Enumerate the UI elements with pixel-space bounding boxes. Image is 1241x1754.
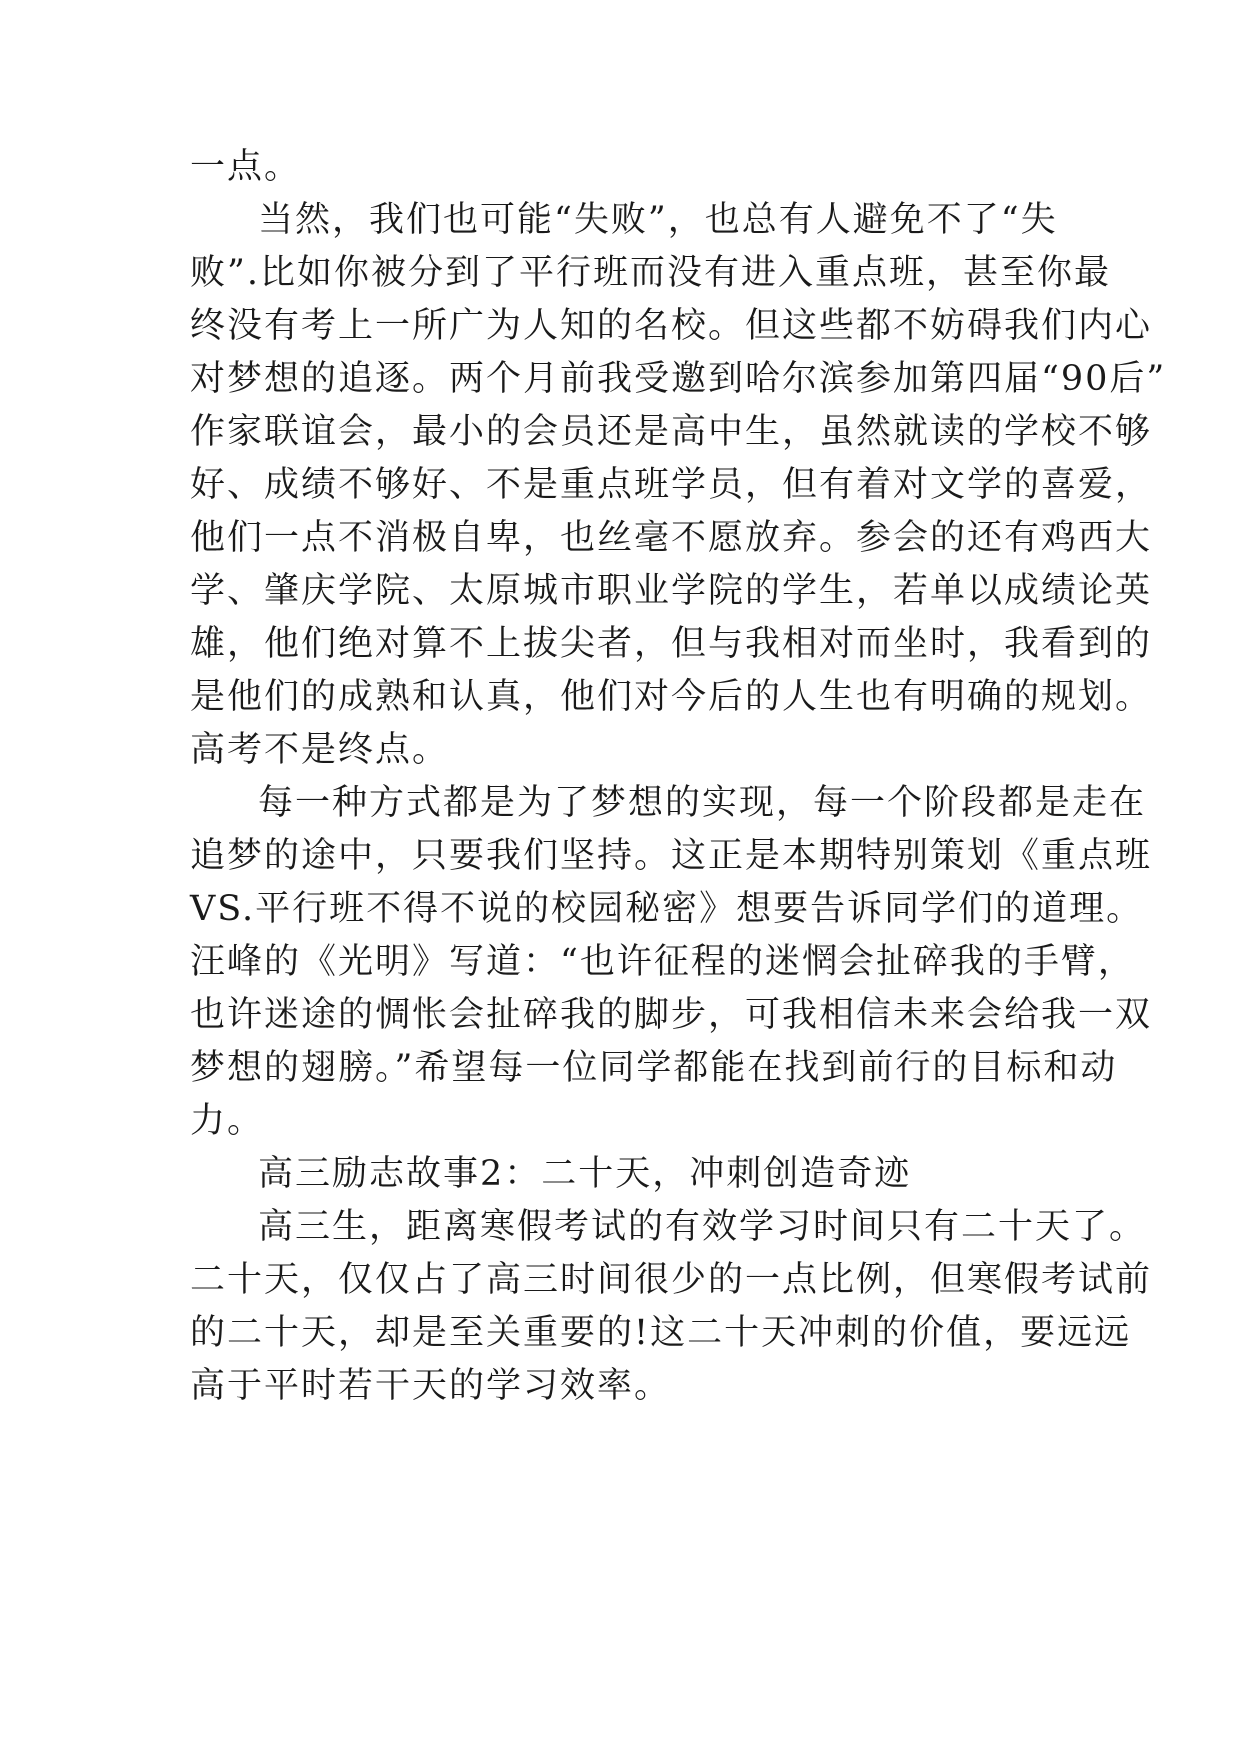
text-line: 的二十天，却是至关重要的!这二十天冲刺的价值，要远远 — [190, 1313, 1132, 1353]
text-line: 当然，我们也可能“失败”，也总有人避免不了“失 — [258, 200, 1058, 240]
text-line: 对梦想的追逐。两个月前我受邀到哈尔滨参加第四届“90后” — [190, 359, 1167, 399]
text-line: 力。 — [190, 1101, 265, 1141]
section-heading: 高三励志故事2：二十天，冲刺创造奇迹 — [258, 1154, 912, 1194]
text-line: 高考不是终点。 — [190, 730, 450, 770]
text-line: 好、成绩不够好、不是重点班学员，但有着对文学的喜爱， — [190, 465, 1153, 505]
text-line: 学、肇庆学院、太原城市职业学院的学生，若单以成绩论英 — [190, 571, 1153, 611]
text-line: 也许迷途的惆怅会扯碎我的脚步，可我相信未来会给我一双 — [190, 995, 1153, 1035]
text-line: 每一种方式都是为了梦想的实现，每一个阶段都是走在 — [258, 783, 1147, 823]
text-line: 汪峰的《光明》写道：“也许征程的迷惘会扯碎我的手臂， — [190, 942, 1135, 982]
text-line: 雄，他们绝对算不上拔尖者，但与我相对而坐时，我看到的 — [190, 624, 1153, 664]
text-line: 败”.比如你被分到了平行班而没有进入重点班，甚至你最 — [190, 253, 1112, 293]
text-line: 高于平时若干天的学习效率。 — [190, 1366, 672, 1406]
text-line: 追梦的途中，只要我们坚持。这正是本期特别策划《重点班 — [190, 836, 1153, 876]
text-line: 二十天，仅仅占了高三时间很少的一点比例，但寒假考试前 — [190, 1260, 1153, 1300]
text-line: 梦想的翅膀。”希望每一位同学都能在找到前行的目标和动 — [190, 1048, 1118, 1088]
text-line: 终没有考上一所广为人知的名校。但这些都不妨碍我们内心 — [190, 306, 1153, 346]
text-line: 高三生，距离寒假考试的有效学习时间只有二十天了。 — [258, 1207, 1147, 1247]
text-line: VS.平行班不得不说的校园秘密》想要告诉同学们的道理。 — [190, 889, 1144, 929]
text-line: 作家联谊会，最小的会员还是高中生，虽然就读的学校不够 — [190, 412, 1153, 452]
text-line: 他们一点不消极自卑，也丝毫不愿放弃。参会的还有鸡西大 — [190, 518, 1153, 558]
text-line: 是他们的成熟和认真，他们对今后的人生也有明确的规划。 — [190, 677, 1153, 717]
text-line: 一点。 — [190, 147, 302, 187]
